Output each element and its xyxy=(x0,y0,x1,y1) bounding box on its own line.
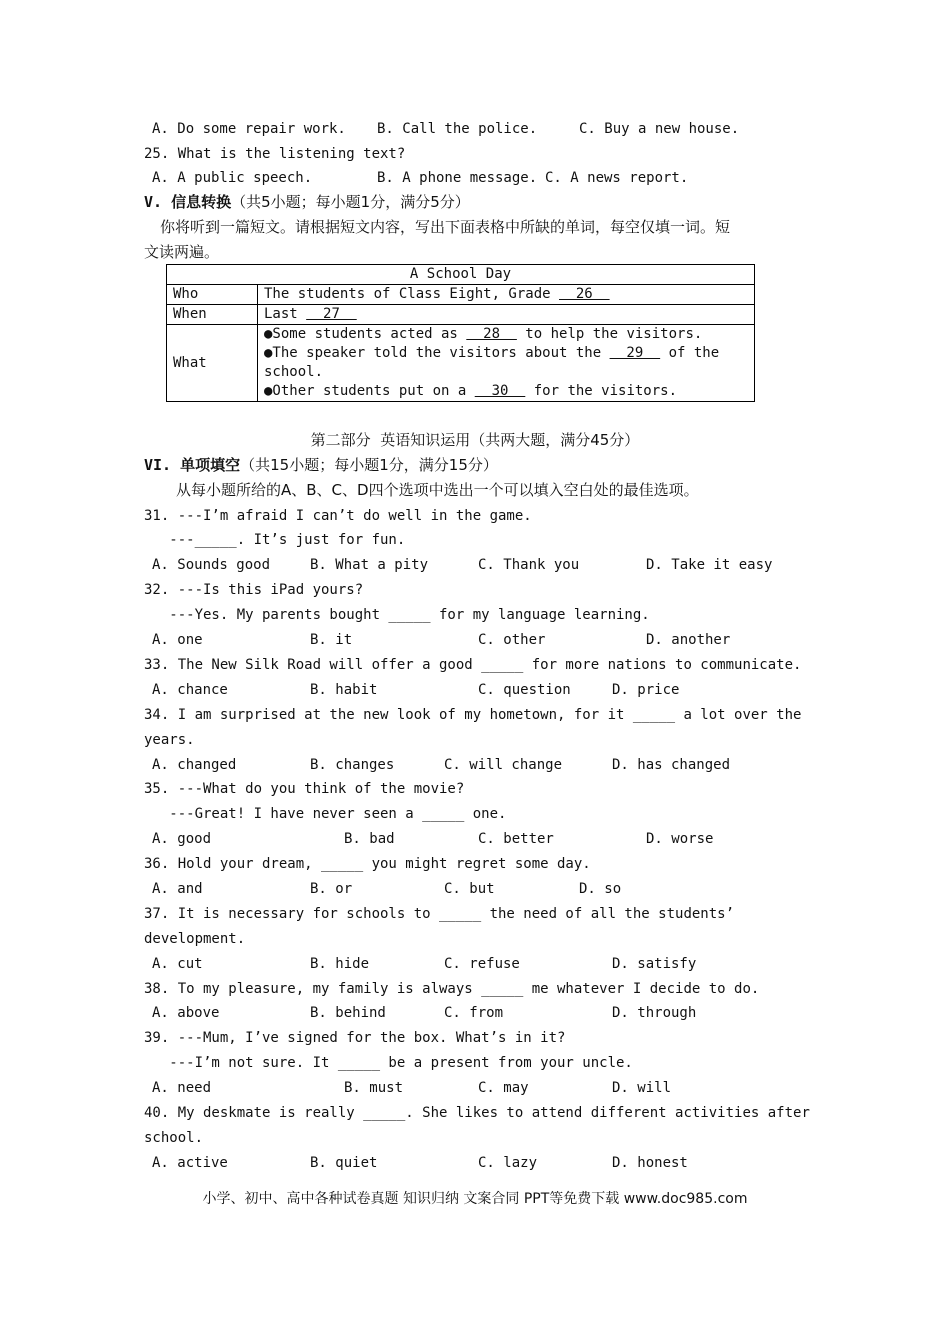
q32-option-b: B. it xyxy=(310,632,353,648)
blank-27[interactable]: 27 xyxy=(306,306,357,322)
question-33: 33. The New Silk Road will offer a good _____ for more nations to communicate. xyxy=(144,657,802,673)
what-item-1-pre: ●Some students acted as xyxy=(264,326,467,342)
q40-option-b: B. quiet xyxy=(310,1155,378,1171)
q33-option-d: D. price xyxy=(612,682,680,698)
question-38: 38. To my pleasure, my family is always _____ me whatever I decide to do. xyxy=(144,981,760,997)
section-5-instruction-line2: 文读两遍。 xyxy=(144,243,220,261)
section-5-instruction-line1: 你将听到一篇短文。请根据短文内容，写出下面表格中所缺的单词，每空仅填一词。短 xyxy=(160,218,731,236)
q39-option-c: C. may xyxy=(478,1080,529,1096)
q36-option-b: B. or xyxy=(310,881,353,897)
q24-option-a: A. Do some repair work. xyxy=(152,121,346,137)
question-35-line2: ---Great! I have never seen a _____ one. xyxy=(144,806,507,822)
blank-30[interactable]: 30 xyxy=(474,383,526,399)
question-31-line1: 31. ---I’m afraid I can’t do well in the game. xyxy=(144,508,532,524)
table-title: A School Day xyxy=(167,265,755,285)
q32-option-c: C. other xyxy=(478,632,546,648)
q34-option-b: B. changes xyxy=(310,757,395,773)
q33-option-a: A. chance xyxy=(152,682,228,698)
q24-option-c: C. Buy a new house. xyxy=(579,121,740,137)
footer-advert: 小学、初中、高中各种试卷真题 知识归纳 文案合同 PPT等免费下载 www.doc985.com xyxy=(202,1191,748,1207)
q25-option-c: C. A news report. xyxy=(545,170,689,186)
q37-option-c: C. refuse xyxy=(444,956,520,972)
school-day-table xyxy=(166,264,755,402)
q32-option-a: A. one xyxy=(152,632,203,648)
section-6-number: VI. xyxy=(144,456,172,474)
q36-option-d: D. so xyxy=(579,881,622,897)
q33-option-c: C. question xyxy=(478,682,571,698)
question-32-line2: ---Yes. My parents bought _____ for my language learning. xyxy=(144,607,650,623)
q31-option-c: C. Thank you xyxy=(478,557,580,573)
question-35-line1: 35. ---What do you think of the movie? xyxy=(144,781,465,797)
what-item-3-pre: ●Other students put on a xyxy=(264,383,475,399)
question-39-line2: ---I’m not sure. It _____ be a present from your uncle. xyxy=(144,1055,633,1071)
q38-option-d: D. through xyxy=(612,1005,697,1021)
q35-option-a: A. good xyxy=(152,831,212,847)
what-item-1-post: to help the visitors. xyxy=(516,326,703,342)
question-32-line1: 32. ---Is this iPad yours? xyxy=(144,582,364,598)
section-5-title: 信息转换 xyxy=(171,193,232,211)
question-37-line1: 37. It is necessary for schools to _____ the need of all the students’ xyxy=(144,906,735,922)
q39-option-a: A. need xyxy=(152,1080,212,1096)
q32-option-d: D. another xyxy=(646,632,731,648)
blank-29[interactable]: 29 xyxy=(609,345,661,361)
q31-option-b: B. What a pity xyxy=(310,557,429,573)
who-label: Who xyxy=(167,285,258,305)
section-6-heading xyxy=(144,455,498,475)
question-25: 25. What is the listening text? xyxy=(144,146,406,162)
q36-option-c: C. but xyxy=(444,881,495,897)
q31-option-d: D. Take it easy xyxy=(646,557,773,573)
what-item-3 xyxy=(264,382,748,401)
what-cell xyxy=(258,325,755,402)
q38-option-c: C. from xyxy=(444,1005,504,1021)
what-item-1 xyxy=(264,325,748,344)
blank-26[interactable]: 26 xyxy=(559,286,610,302)
q33-option-b: B. habit xyxy=(310,682,378,698)
part-2-title: 第二部分 英语知识运用（共两大题，满分45分） xyxy=(310,431,640,449)
q37-option-d: D. satisfy xyxy=(612,956,697,972)
q24-option-b: B. Call the police. xyxy=(377,121,538,137)
what-item-2 xyxy=(264,344,748,382)
section-6-title: 单项填空 xyxy=(180,456,241,474)
what-item-2-post: of the school. xyxy=(264,345,720,380)
q25-option-a: A. A public speech. xyxy=(152,170,313,186)
question-34-line2: years. xyxy=(144,732,195,748)
q37-option-b: B. hide xyxy=(310,956,370,972)
what-label: What xyxy=(167,325,258,402)
question-40-line2: school. xyxy=(144,1130,204,1146)
who-cell xyxy=(258,285,755,305)
question-37-line2: development. xyxy=(144,931,246,947)
when-text: Last xyxy=(264,306,307,322)
q39-option-d: D. will xyxy=(612,1080,672,1096)
question-39-line1: 39. ---Mum, I’ve signed for the box. What’s in it? xyxy=(144,1030,566,1046)
q35-option-b: B. bad xyxy=(344,831,395,847)
section-5-score: （共5小题；每小题1分，满分5分） xyxy=(231,193,470,211)
when-label: When xyxy=(167,305,258,325)
question-36: 36. Hold your dream, _____ you might regret some day. xyxy=(144,856,591,872)
q34-option-c: C. will change xyxy=(444,757,563,773)
q36-option-a: A. and xyxy=(152,881,203,897)
question-31-line2: ---_____. It’s just for fun. xyxy=(144,532,406,548)
q38-option-a: A. above xyxy=(152,1005,220,1021)
q39-option-b: B. must xyxy=(344,1080,404,1096)
q35-option-d: D. worse xyxy=(646,831,714,847)
question-34-line1: 34. I am surprised at the new look of my hometown, for it _____ a lot over the xyxy=(144,707,802,723)
q31-option-a: A. Sounds good xyxy=(152,557,271,573)
what-item-3-post: for the visitors. xyxy=(525,383,678,399)
when-cell xyxy=(258,305,755,325)
q35-option-c: C. better xyxy=(478,831,554,847)
q40-option-a: A. active xyxy=(152,1155,228,1171)
q37-option-a: A. cut xyxy=(152,956,203,972)
q40-option-c: C. lazy xyxy=(478,1155,538,1171)
section-6-instruction: 从每小题所给的A、B、C、D四个选项中选出一个可以填入空白处的最佳选项。 xyxy=(176,481,699,499)
q34-option-d: D. has changed xyxy=(612,757,731,773)
q34-option-a: A. changed xyxy=(152,757,237,773)
section-5-number: V. xyxy=(144,193,163,211)
blank-28[interactable]: 28 xyxy=(466,326,517,342)
who-text: The students of Class Eight, Grade xyxy=(264,286,560,302)
q38-option-b: B. behind xyxy=(310,1005,386,1021)
q40-option-d: D. honest xyxy=(612,1155,688,1171)
section-6-score: （共15小题；每小题1分，满分15分） xyxy=(240,456,498,474)
question-40-line1: 40. My deskmate is really _____. She likes to attend different activities after xyxy=(144,1105,810,1121)
section-5-heading xyxy=(144,192,470,212)
q25-option-b: B. A phone message. xyxy=(377,170,538,186)
what-item-2-pre: ●The speaker told the visitors about the xyxy=(264,345,610,361)
